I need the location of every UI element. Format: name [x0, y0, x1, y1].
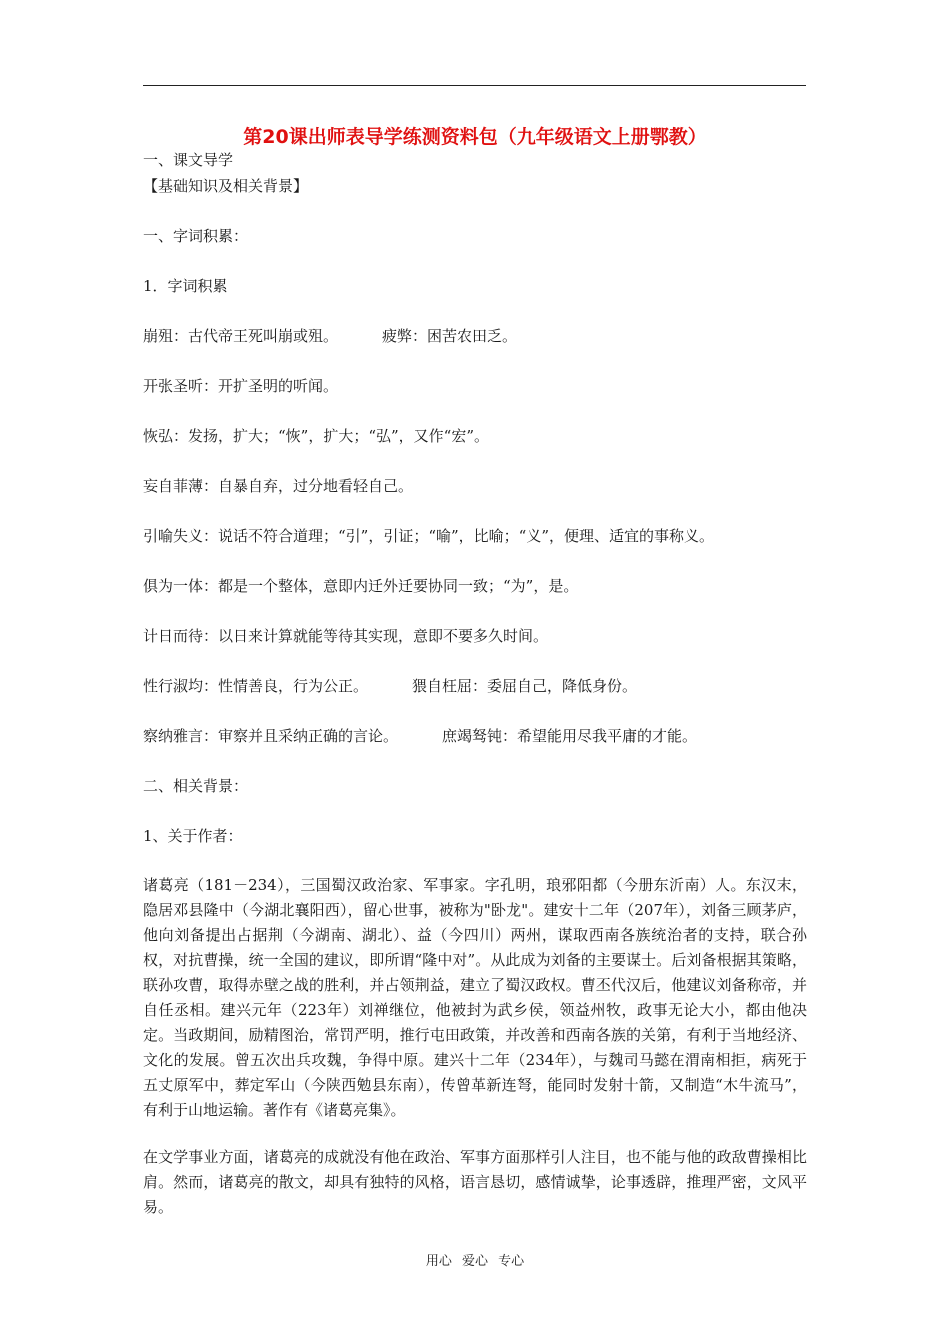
- page-footer: 用心 爱心 专心: [425, 1254, 525, 1269]
- vocab-entry: [143, 426, 489, 446]
- vocab-entry: [143, 526, 714, 546]
- header-rule: [143, 85, 806, 86]
- vocab-entry: [143, 626, 548, 646]
- vocab-term: 性行淑均：性情善良，行为公正。: [143, 677, 369, 695]
- vocab-term: 疲弊：困苦农田乏。: [382, 327, 518, 345]
- document-title: 第20课出师表导学练测资料包（九年级语文上册鄂教）: [243, 126, 707, 148]
- section-heading: 一、课文导学: [143, 151, 234, 169]
- vocab-term: 开张圣听：开扩圣明的听闻。: [143, 377, 339, 395]
- vocab-heading: 一、字词积累：: [143, 227, 249, 245]
- vocab-entry: [143, 376, 338, 396]
- subsection-heading: 【基础知识及相关背景】: [143, 177, 309, 195]
- author-paragraph: 诸葛亮（181－234），三国蜀汉政治家、军事家。字孔明，琅邪阳都（今册东沂南）人。东汉末，隐居邓县隆中（今湖北襄阳西），留心世事，被称为"卧龙"。建安十二年（207年），刘备三顾茅庐，他向刘备提出占据荆（今湖南、湖北）、益（今四川）两州，谋取西南各族统治者的支持，联合孙权，对抗曹操，统一全国的建议，即所谓“隆中对”。从此成为刘备的主要谋士。后刘备根据其策略，联孙攻曹，取得赤壁之战的胜利，并占领荆益，建立了蜀汉政权。曹丕代汉后，他建议刘备称帝，并自任丞相。建兴元年（223年）刘禅继位，他被封为武乡侯，领益州牧，政事无论大小，都由他决定。当政期间，励精图治，常罚严明，推行屯田政策，并改善和西南各族的关第，有利于当地经济、文化的发展。曾五次出兵攻魏，争得中原。建兴十二年（234年），与魏司马懿在渭南相拒，病死于五丈原军中，葬定军山（今陕西勉县东南），传曾革新连弩，能同时发射十箭，又制造“木牛流马”，有利于山地运输。著作有《诸葛亮集》。: [143, 876, 807, 1119]
- background-heading: 二、相关背景：: [143, 777, 249, 795]
- vocab-term: 察纳雅言：审察并且采纳正确的言论。: [143, 727, 399, 745]
- vocab-term: 恢弘：发扬，扩大；“恢”，扩大；“弘”，又作“宏”。: [143, 427, 490, 445]
- vocab-term: 庶竭驽钝：希望能用尽我平庸的才能。: [442, 727, 698, 745]
- vocab-entry: [143, 576, 578, 596]
- vocab-term: 崩殂：古代帝王死叫崩或殂。: [143, 327, 339, 345]
- vocab-subheading: 1．字词积累: [143, 277, 228, 295]
- vocab-term: 计日而待：以日来计算就能等待其实现，意即不要多久时间。: [143, 627, 549, 645]
- vocab-entry: [143, 676, 637, 696]
- vocab-term: 妄自菲薄：自暴自弃，过分地看轻自己。: [143, 477, 414, 495]
- vocab-entry: [143, 476, 413, 496]
- vocab-entry: [143, 726, 697, 746]
- vocab-term: 俱为一体：都是一个整体，意即内迁外迁要协同一致；“为”，是。: [143, 577, 579, 595]
- author-heading: 1、关于作者：: [143, 827, 243, 845]
- vocab-term: 引喻失义：说话不符合道理；“引”，引证；“喻”，比喻；“义”，便理、适宜的事称义。: [143, 527, 715, 545]
- vocab-entry: [143, 326, 517, 346]
- literature-paragraph: 在文学事业方面，诸葛亮的成就没有他在政治、军事方面那样引人注目，也不能与他的政敌曹操相比肩。然而，诸葛亮的散文，却具有独特的风格，语言恳切，感情诚挚，论事透辟，推理严密，文风平易。: [143, 1148, 807, 1216]
- vocab-term: 猥自枉屈：委屈自己，降低身份。: [412, 677, 638, 695]
